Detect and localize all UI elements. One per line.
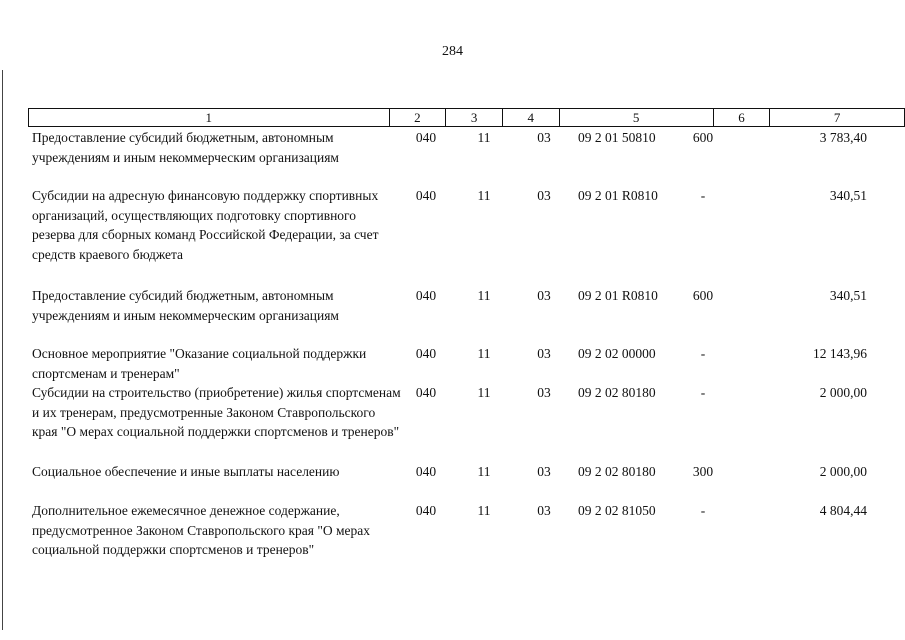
cell-col4: 03 bbox=[537, 188, 551, 203]
cell-col2: 040 bbox=[415, 288, 437, 303]
page-edge-line bbox=[2, 70, 3, 630]
cell-col7: 4 804,44 bbox=[819, 503, 867, 518]
cell-col7: 2 000,00 bbox=[819, 464, 867, 479]
cell-col5: 09 2 01 R0810 bbox=[578, 188, 658, 203]
row-name: Дополнительное ежемесячное денежное содержание, предусмотренное Законом Ставропольского края "О мерах социальной поддержки спортсменов и тренеров" bbox=[32, 503, 371, 557]
cell-col7: 3 783,40 bbox=[819, 130, 867, 145]
column-header-table bbox=[28, 108, 905, 127]
cell-col4: 03 bbox=[537, 464, 551, 479]
cell-col7: 340,51 bbox=[829, 188, 867, 203]
cell-col5: 09 2 02 80180 bbox=[578, 464, 656, 479]
cell-col2: 040 bbox=[415, 503, 437, 518]
cell-col3: 11 bbox=[477, 464, 491, 479]
row-name: Субсидии на строительство (приобретение) жилья спортсменам и их тренерам, предусмотренные Законом Ставропольского края "О мерах социальной поддержки спортсменов и тренеров" bbox=[32, 385, 401, 439]
column-header: 7 bbox=[770, 109, 905, 127]
row-name: Предоставление субсидий бюджетным, автономным учреждениям и иным некоммерческим организациям bbox=[32, 130, 339, 165]
cell-col7: 12 143,96 bbox=[813, 346, 867, 361]
cell-col5: 09 2 01 50810 bbox=[578, 130, 656, 145]
cell-col3: 11 bbox=[477, 188, 491, 203]
cell-col6: 600 bbox=[692, 288, 714, 303]
cell-col6: - bbox=[700, 503, 706, 518]
cell-col4: 03 bbox=[537, 130, 551, 145]
cell-col2: 040 bbox=[415, 188, 437, 203]
cell-col4: 03 bbox=[537, 288, 551, 303]
cell-col6: 600 bbox=[692, 130, 714, 145]
cell-col2: 040 bbox=[415, 464, 437, 479]
cell-col3: 11 bbox=[477, 385, 491, 400]
row-name: Субсидии на адресную финансовую поддержку спортивных организаций, осуществляющих подготовку спортивного резерва для сборных команд Российской Федерации, за счет средств краевого бюджета bbox=[32, 188, 379, 262]
column-header: 2 bbox=[389, 109, 446, 127]
column-header-row bbox=[29, 109, 905, 127]
cell-col3: 11 bbox=[477, 346, 491, 361]
cell-col2: 040 bbox=[415, 385, 437, 400]
cell-col6: - bbox=[700, 188, 706, 203]
cell-col5: 09 2 01 R0810 bbox=[578, 288, 658, 303]
cell-col4: 03 bbox=[537, 385, 551, 400]
cell-col2: 040 bbox=[415, 130, 437, 145]
column-header: 6 bbox=[713, 109, 770, 127]
cell-col5: 09 2 02 00000 bbox=[578, 346, 656, 361]
page-number: 284 bbox=[442, 44, 463, 59]
cell-col3: 11 bbox=[477, 503, 491, 518]
column-header: 5 bbox=[559, 109, 713, 127]
cell-col7: 2 000,00 bbox=[819, 385, 867, 400]
cell-col4: 03 bbox=[537, 503, 551, 518]
column-header: 1 bbox=[29, 109, 390, 127]
cell-col3: 11 bbox=[477, 130, 491, 145]
cell-col6: - bbox=[700, 385, 706, 400]
column-header: 3 bbox=[446, 109, 503, 127]
cell-col5: 09 2 02 81050 bbox=[578, 503, 656, 518]
cell-col6: 300 bbox=[692, 464, 714, 479]
row-name: Предоставление субсидий бюджетным, автономным учреждениям и иным некоммерческим организациям bbox=[32, 288, 339, 323]
cell-col5: 09 2 02 80180 bbox=[578, 385, 656, 400]
row-name: Основное мероприятие "Оказание социальной поддержки спортсменам и тренерам" bbox=[32, 346, 367, 381]
cell-col2: 040 bbox=[415, 346, 437, 361]
cell-col7: 340,51 bbox=[829, 288, 867, 303]
column-header: 4 bbox=[502, 109, 559, 127]
cell-col6: - bbox=[700, 346, 706, 361]
row-name: Социальное обеспечение и иные выплаты населению bbox=[32, 464, 340, 479]
cell-col3: 11 bbox=[477, 288, 491, 303]
cell-col4: 03 bbox=[537, 346, 551, 361]
